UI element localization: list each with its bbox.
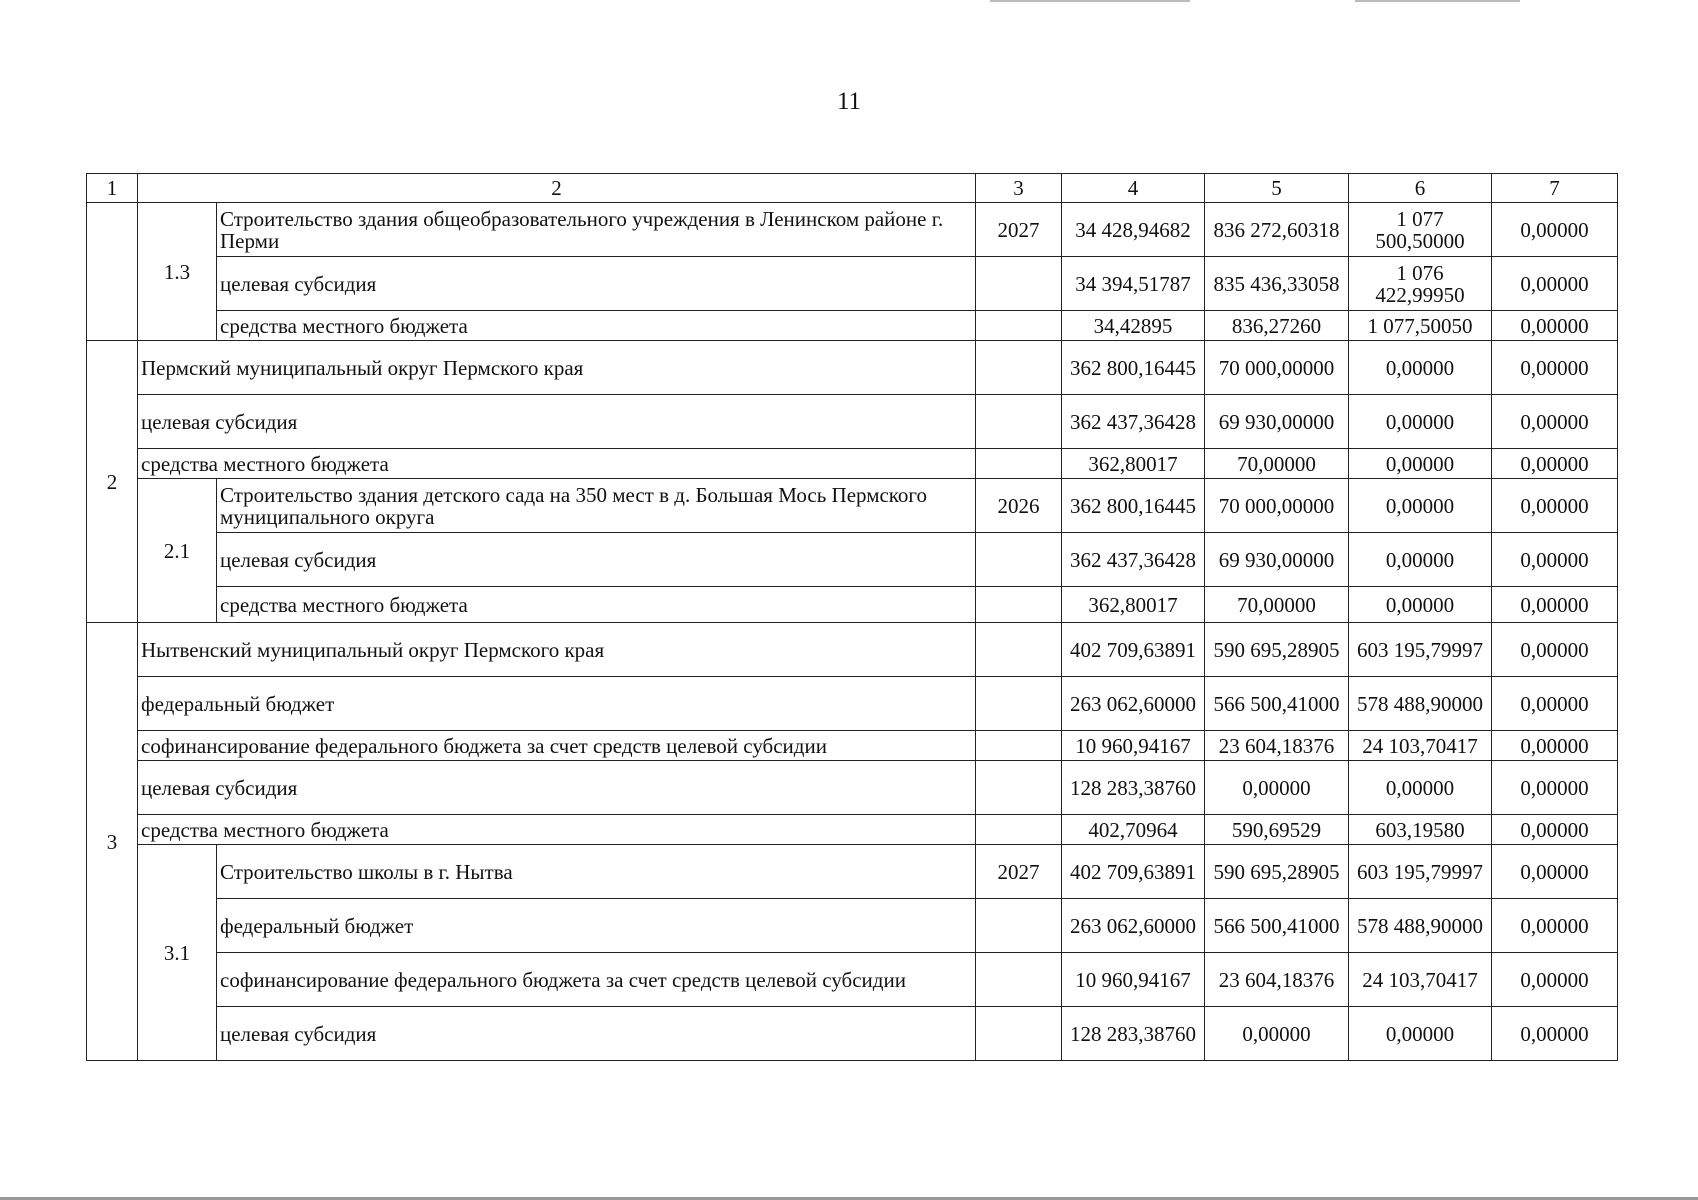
item-name: федеральный бюджет	[217, 899, 976, 953]
value-col6: 578 488,90000	[1349, 677, 1492, 731]
value-col6: 24 103,70417	[1349, 953, 1492, 1007]
item-name: Нытвенский муниципальный округ Пермского края	[138, 623, 976, 677]
value-col7: 0,00000	[1492, 341, 1618, 395]
value-col4: 10 960,94167	[1062, 953, 1205, 1007]
value-col5: 69 930,00000	[1205, 395, 1349, 449]
table-row	[87, 203, 1618, 257]
row-number-cell	[87, 203, 138, 341]
year-cell	[976, 449, 1062, 479]
value-col7: 0,00000	[1492, 533, 1618, 587]
value-col6: 578 488,90000	[1349, 899, 1492, 953]
value-col6: 1 076 422,99950	[1349, 257, 1492, 311]
table-row	[87, 479, 1618, 533]
section-number: 3	[87, 623, 138, 1061]
header-cell: 6	[1349, 174, 1492, 203]
table-row	[87, 623, 1618, 677]
value-col7: 0,00000	[1492, 311, 1618, 341]
year-cell	[976, 731, 1062, 761]
value-col7: 0,00000	[1492, 731, 1618, 761]
value-col7: 0,00000	[1492, 899, 1618, 953]
value-col5: 590,69529	[1205, 815, 1349, 845]
table-row	[87, 533, 1618, 587]
item-name: средства местного бюджета	[217, 311, 976, 341]
subsection-number: 2.1	[138, 479, 217, 623]
value-col7: 0,00000	[1492, 203, 1618, 257]
value-col4: 128 283,38760	[1062, 1007, 1205, 1061]
value-col5: 0,00000	[1205, 1007, 1349, 1061]
year-cell: 2027	[976, 203, 1062, 257]
value-col4: 362,80017	[1062, 587, 1205, 623]
year-cell	[976, 533, 1062, 587]
item-name: Пермский муниципальный округ Пермского края	[138, 341, 976, 395]
table-row	[87, 311, 1618, 341]
table-row	[87, 1007, 1618, 1061]
item-name: средства местного бюджета	[217, 587, 976, 623]
value-col5: 70 000,00000	[1205, 341, 1349, 395]
item-name: Строительство здания детского сада на 350 мест в д. Большая Мось Пермского муниципального округа	[217, 479, 976, 533]
value-col4: 34 428,94682	[1062, 203, 1205, 257]
value-col4: 402 709,63891	[1062, 623, 1205, 677]
value-col7: 0,00000	[1492, 1007, 1618, 1061]
value-col4: 263 062,60000	[1062, 899, 1205, 953]
subsection-number: 1.3	[138, 203, 217, 341]
year-cell	[976, 677, 1062, 731]
subsection-number: 3.1	[138, 845, 217, 1061]
item-name: софинансирование федерального бюджета за счет средств целевой субсидии	[217, 953, 976, 1007]
item-name: федеральный бюджет	[138, 677, 976, 731]
value-col5: 69 930,00000	[1205, 533, 1349, 587]
header-cell: 7	[1492, 174, 1618, 203]
page-number: 11	[836, 88, 862, 115]
year-cell	[976, 623, 1062, 677]
year-cell	[976, 761, 1062, 815]
value-col7: 0,00000	[1492, 761, 1618, 815]
table-row	[87, 587, 1618, 623]
year-cell	[976, 257, 1062, 311]
value-col5: 23 604,18376	[1205, 953, 1349, 1007]
value-col6: 603 195,79997	[1349, 845, 1492, 899]
scan-edge-line	[990, 0, 1190, 2]
value-col7: 0,00000	[1492, 845, 1618, 899]
table-row	[87, 395, 1618, 449]
value-col6: 24 103,70417	[1349, 731, 1492, 761]
value-col4: 10 960,94167	[1062, 731, 1205, 761]
item-name: целевая субсидия	[138, 761, 976, 815]
item-name: Строительство здания общеобразовательного учреждения в Ленинском районе г. Перми	[217, 203, 976, 257]
value-col6: 0,00000	[1349, 395, 1492, 449]
value-col4: 362 437,36428	[1062, 395, 1205, 449]
value-col4: 362,80017	[1062, 449, 1205, 479]
value-col7: 0,00000	[1492, 479, 1618, 533]
value-col6: 0,00000	[1349, 449, 1492, 479]
value-col5: 70 000,00000	[1205, 479, 1349, 533]
value-col5: 836 272,60318	[1205, 203, 1349, 257]
value-col4: 362 800,16445	[1062, 341, 1205, 395]
item-name: софинансирование федерального бюджета за счет средств целевой субсидии	[138, 731, 976, 761]
value-col5: 70,00000	[1205, 587, 1349, 623]
value-col6: 1 077,50050	[1349, 311, 1492, 341]
year-cell	[976, 815, 1062, 845]
item-name: средства местного бюджета	[138, 815, 976, 845]
header-cell: 1	[87, 174, 138, 203]
value-col4: 263 062,60000	[1062, 677, 1205, 731]
value-col4: 34 394,51787	[1062, 257, 1205, 311]
value-col6: 0,00000	[1349, 587, 1492, 623]
value-col5: 70,00000	[1205, 449, 1349, 479]
item-name: средства местного бюджета	[138, 449, 976, 479]
value-col7: 0,00000	[1492, 815, 1618, 845]
value-col6: 603 195,79997	[1349, 623, 1492, 677]
header-cell: 4	[1062, 174, 1205, 203]
year-cell: 2027	[976, 845, 1062, 899]
value-col6: 0,00000	[1349, 533, 1492, 587]
table-row	[87, 953, 1618, 1007]
value-col6: 0,00000	[1349, 341, 1492, 395]
year-cell	[976, 899, 1062, 953]
table-row	[87, 899, 1618, 953]
table-row	[87, 677, 1618, 731]
item-name: целевая субсидия	[217, 257, 976, 311]
value-col7: 0,00000	[1492, 623, 1618, 677]
year-cell	[976, 953, 1062, 1007]
value-col7: 0,00000	[1492, 395, 1618, 449]
year-cell: 2026	[976, 479, 1062, 533]
year-cell	[976, 311, 1062, 341]
value-col5: 590 695,28905	[1205, 845, 1349, 899]
value-col5: 566 500,41000	[1205, 677, 1349, 731]
value-col6: 603,19580	[1349, 815, 1492, 845]
value-col7: 0,00000	[1492, 677, 1618, 731]
value-col4: 362 800,16445	[1062, 479, 1205, 533]
value-col6: 0,00000	[1349, 479, 1492, 533]
value-col7: 0,00000	[1492, 953, 1618, 1007]
value-col6: 1 077 500,50000	[1349, 203, 1492, 257]
budget-table	[86, 173, 1618, 1061]
table-row	[87, 815, 1618, 845]
value-col4: 402,70964	[1062, 815, 1205, 845]
year-cell	[976, 1007, 1062, 1061]
value-col6: 0,00000	[1349, 1007, 1492, 1061]
table-row	[87, 731, 1618, 761]
value-col4: 362 437,36428	[1062, 533, 1205, 587]
header-row	[87, 174, 1618, 203]
item-name: целевая субсидия	[217, 1007, 976, 1061]
value-col7: 0,00000	[1492, 587, 1618, 623]
value-col4: 402 709,63891	[1062, 845, 1205, 899]
value-col5: 835 436,33058	[1205, 257, 1349, 311]
item-name: Строительство школы в г. Нытва	[217, 845, 976, 899]
value-col4: 34,42895	[1062, 311, 1205, 341]
value-col6: 0,00000	[1349, 761, 1492, 815]
header-cell: 5	[1205, 174, 1349, 203]
value-col5: 23 604,18376	[1205, 731, 1349, 761]
value-col5: 0,00000	[1205, 761, 1349, 815]
table-row	[87, 449, 1618, 479]
table-row	[87, 341, 1618, 395]
year-cell	[976, 395, 1062, 449]
value-col5: 836,27260	[1205, 311, 1349, 341]
table-row	[87, 257, 1618, 311]
header-cell: 3	[976, 174, 1062, 203]
table-row	[87, 761, 1618, 815]
item-name: целевая субсидия	[217, 533, 976, 587]
value-col7: 0,00000	[1492, 449, 1618, 479]
table-row	[87, 845, 1618, 899]
value-col7: 0,00000	[1492, 257, 1618, 311]
item-name: целевая субсидия	[138, 395, 976, 449]
year-cell	[976, 587, 1062, 623]
section-number: 2	[87, 341, 138, 623]
year-cell	[976, 341, 1062, 395]
value-col4: 128 283,38760	[1062, 761, 1205, 815]
scan-edge-line	[1355, 0, 1520, 2]
value-col5: 590 695,28905	[1205, 623, 1349, 677]
value-col5: 566 500,41000	[1205, 899, 1349, 953]
header-cell: 2	[138, 174, 976, 203]
